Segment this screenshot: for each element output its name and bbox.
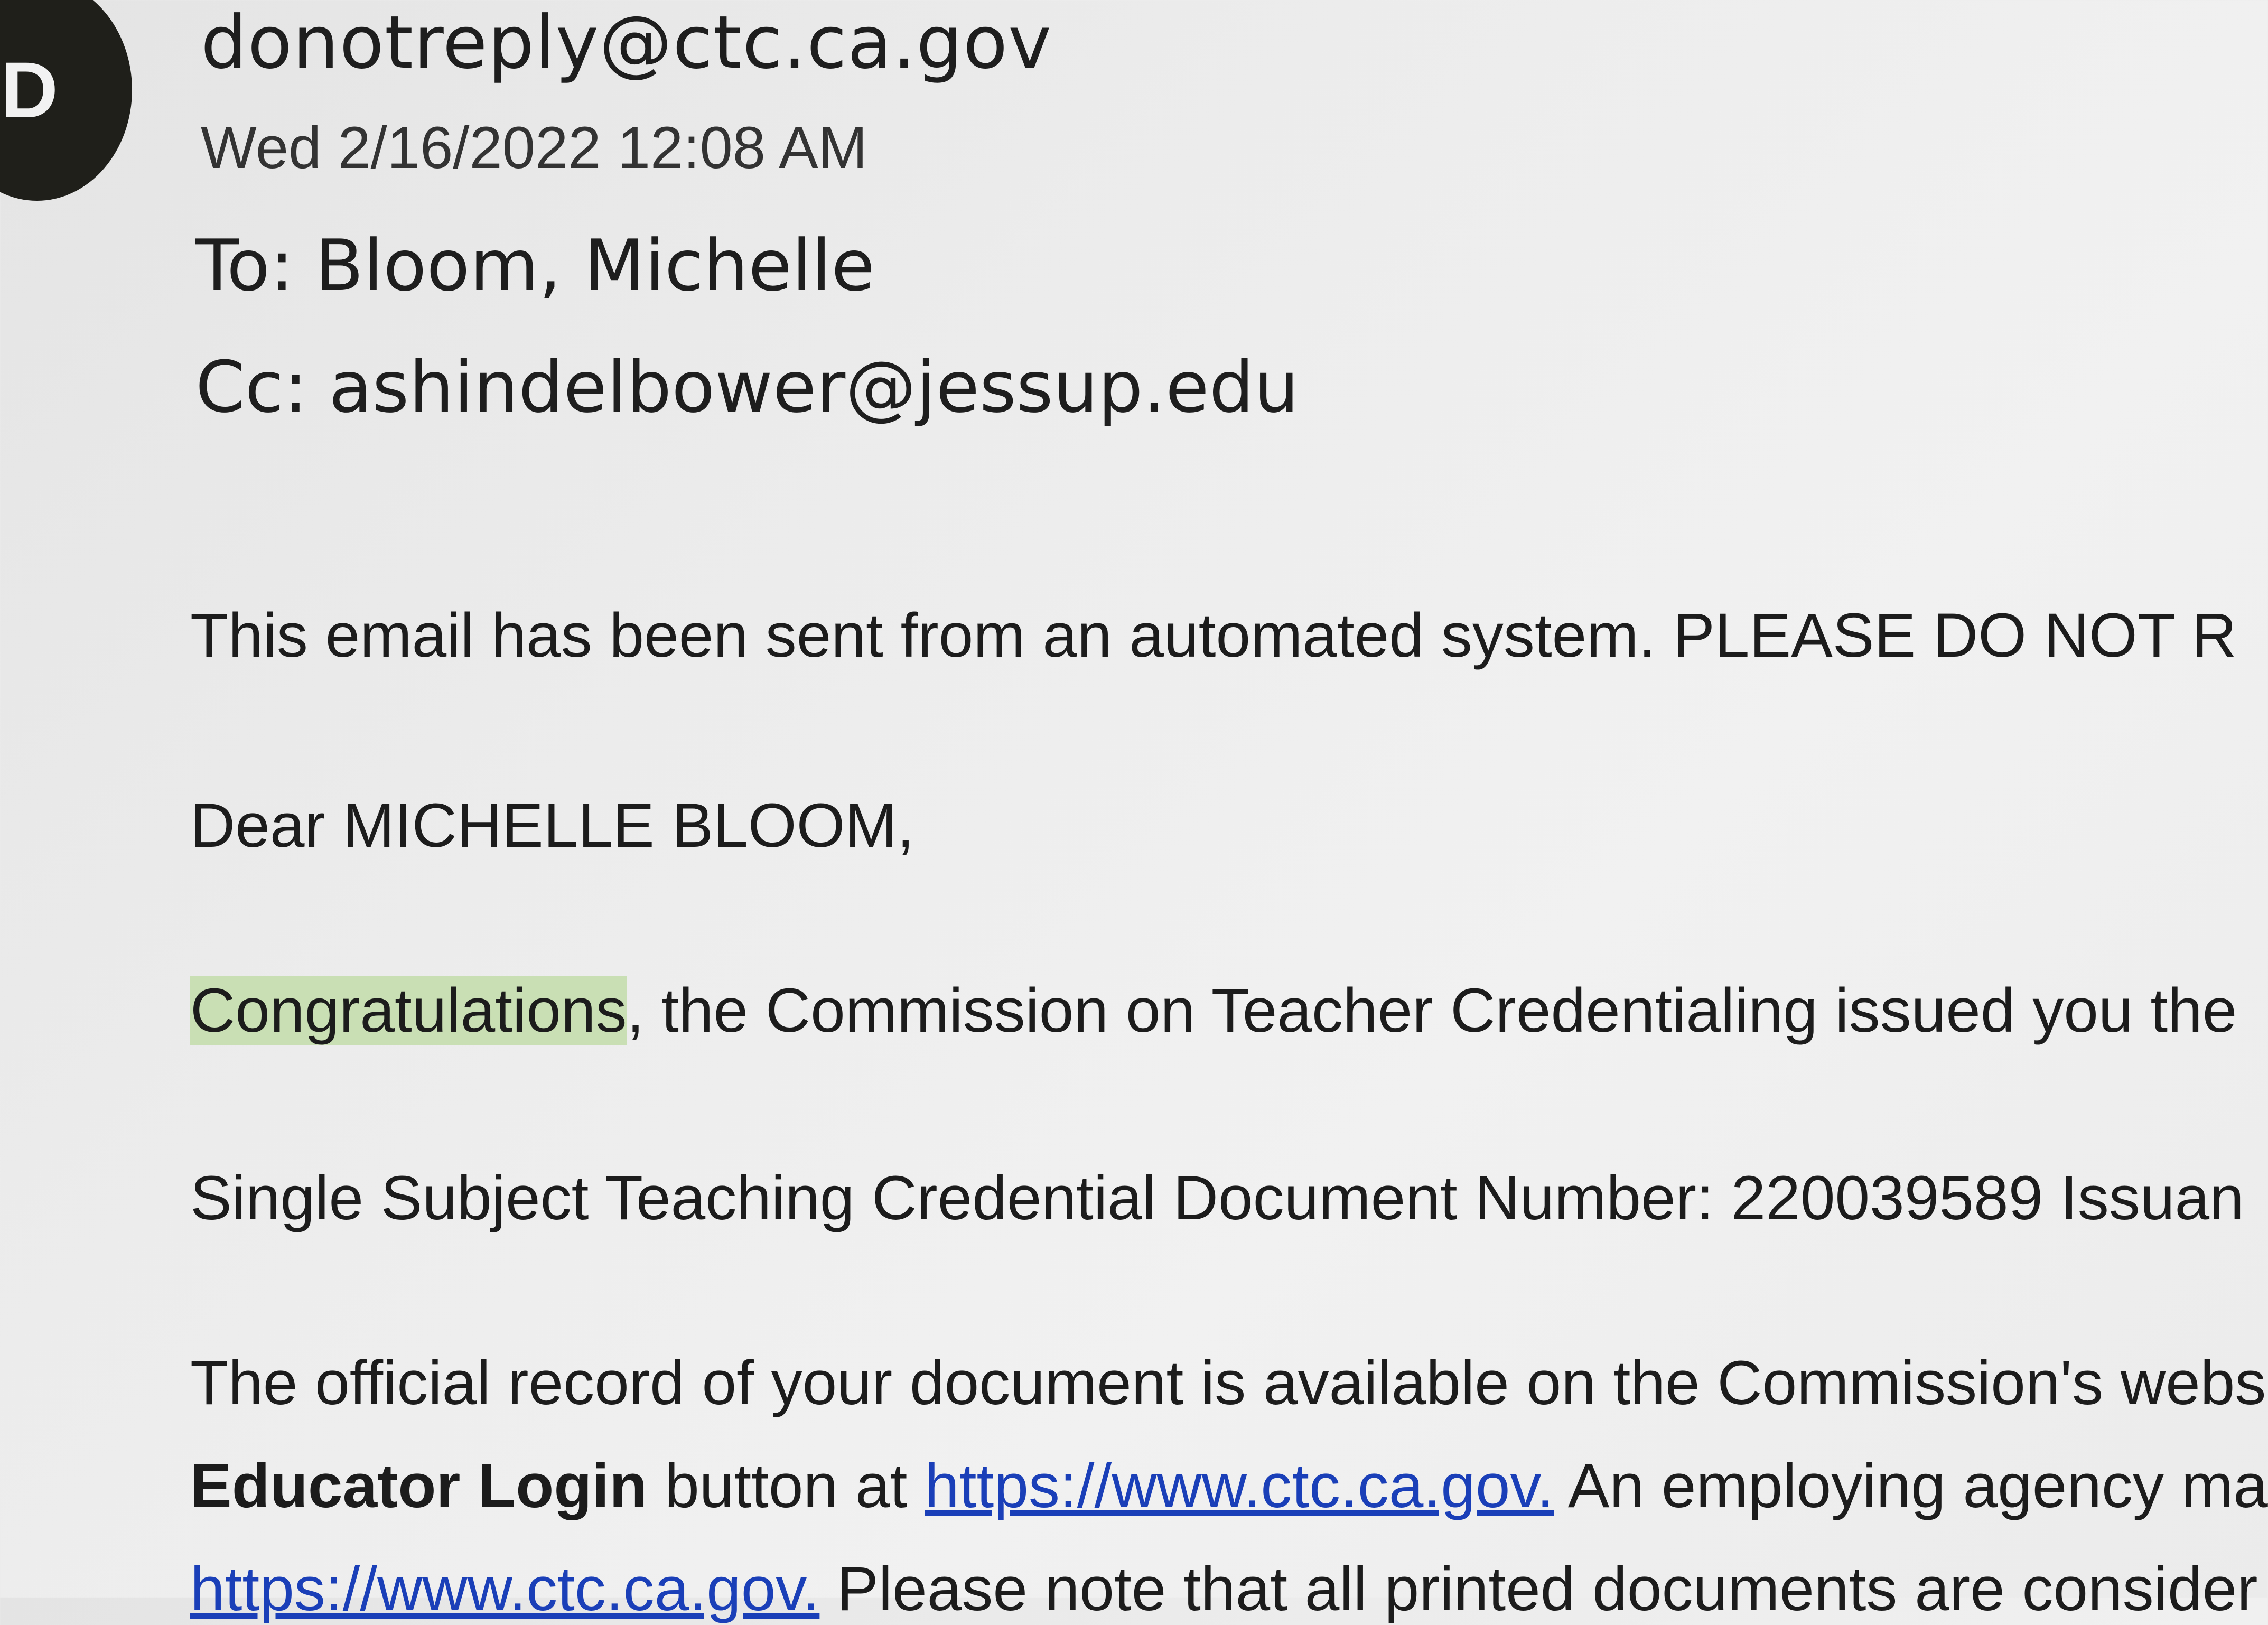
login-rest-text: An employing agency ma [1554,1451,2268,1521]
login-mid-text: button at [647,1451,925,1521]
greeting: Dear MICHELLE BLOOM, [190,791,914,861]
printed-documents-line [190,1553,2258,1625]
printed-rest-text: Please note that all printed documents are consider [819,1554,2258,1624]
automated-notice: This email has been sent from an automated system. PLEASE DO NOT R [190,601,2237,670]
login-line [190,1450,2268,1522]
cc-label: Cc: [195,346,308,428]
sender-avatar[interactable] [0,0,132,201]
cc-recipients [195,346,1299,428]
ctc-link-2[interactable]: https://www.ctc.ca.gov. [190,1554,820,1624]
to-recipient[interactable]: Bloom, Michelle [315,225,875,307]
to-label: To: [195,225,294,307]
credential-line: Single Subject Teaching Credential Document Number: 220039589 Issuan [190,1163,2244,1233]
congratulations-rest: , the Commission on Teacher Credentialing issued you the [627,976,2237,1045]
search-highlight: Congratulations [190,976,627,1045]
ctc-link-1[interactable]: https://www.ctc.ca.gov. [925,1451,1554,1521]
sent-date: Wed 2/16/2022 12:08 AM [201,115,867,181]
avatar-initial: D [1,45,58,134]
educator-login-text: Educator Login [190,1451,648,1521]
sender-address[interactable]: donotreply@ctc.ca.gov [201,0,1052,85]
congratulations-line [190,975,2237,1047]
cc-recipient[interactable]: ashindelbower@jessup.edu [329,346,1299,428]
official-record-line: The official record of your document is available on the Commission's webs [190,1348,2266,1418]
to-recipients [195,225,875,307]
